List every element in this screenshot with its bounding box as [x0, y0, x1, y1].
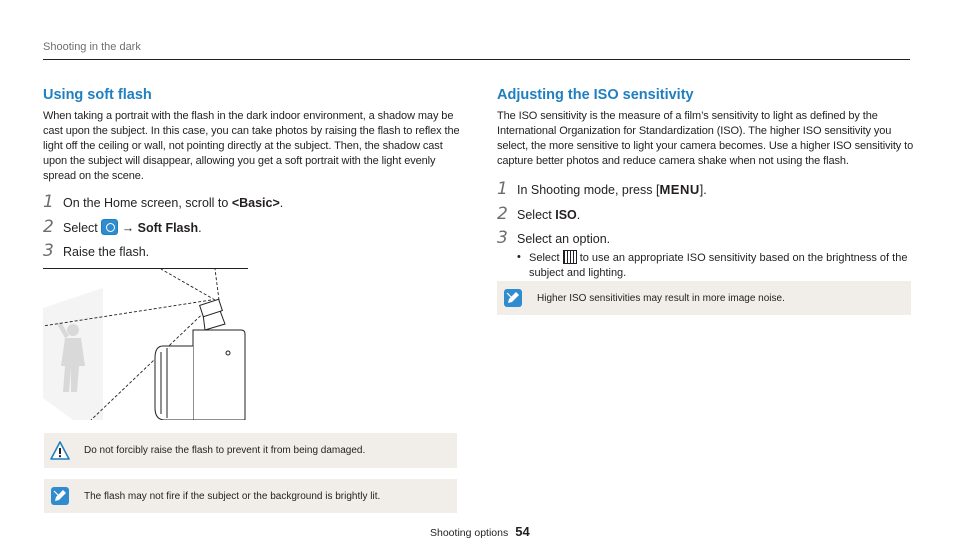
step-number: 2 — [43, 216, 54, 237]
header-rule — [43, 59, 910, 60]
camera-icon — [155, 299, 245, 420]
step-3: 3 Raise the flash. — [43, 241, 150, 261]
step-number: 1 — [43, 192, 54, 212]
step-number: 3 — [497, 228, 508, 248]
running-header: Shooting in the dark — [43, 41, 141, 53]
footer-label: Shooting options — [430, 527, 509, 539]
camera-bounce-flash-illustration — [43, 268, 248, 420]
iso-auto-icon — [563, 250, 577, 264]
page-number: 54 — [515, 524, 530, 539]
note-box-left — [44, 479, 457, 513]
note-pencil-icon — [50, 486, 70, 506]
step-3: 3 Select an option. — [497, 228, 611, 248]
step-number: 1 — [497, 179, 508, 199]
iso-steps — [497, 179, 915, 281]
iso-title: Adjusting the ISO sensitivity — [497, 87, 694, 103]
left-column — [43, 86, 461, 266]
page-footer — [430, 524, 530, 539]
warning-box — [44, 433, 457, 468]
menu-button-label: MENU — [659, 182, 700, 197]
soft-flash-illustration — [43, 268, 248, 420]
step-1: 1 On the Home screen, scroll to <Basic>. — [43, 192, 284, 212]
iso-intro: The ISO sensitivity is the measure of a film’s sensitivity to light as defined by the International Organization for Standardization (ISO). The higher ISO sensitivity you select, the more sensitive to light your camera becomes. Use a higher ISO sensitivity to capture better photos and reduce camera shake when not using the flash. — [497, 110, 914, 167]
basic-menu-label: <Basic> — [231, 196, 280, 210]
note-text: The flash may not fire if the subject or the background is brightly lit. — [84, 490, 381, 502]
soft-flash-intro: When taking a portrait with the flash in the dark indoor environment, a shadow may be cast upon the subject. In this case, you can take photos by raising the flash to reflex the light off the ceiling or wall, not pointing directly at the subject. Then, the shadow cast upon the subject will disappear, allowing you get a soft portrait with the light evenly spread on the scene. — [43, 110, 460, 182]
iso-bullet: • Select to use an appropriate ISO sensitivity based on the brightness of the subject and lighting. — [517, 250, 908, 279]
soft-flash-title: Using soft flash — [43, 87, 152, 103]
scene-mode-icon — [101, 219, 118, 235]
step-1: 1 In Shooting mode, press [MENU]. — [497, 179, 707, 199]
note-pencil-icon — [503, 288, 523, 308]
step-2: 2 Select ISO. — [497, 203, 581, 224]
soft-flash-steps — [43, 192, 461, 266]
soft-flash-label: Soft Flash — [137, 220, 199, 235]
note-text: Higher ISO sensitivities may result in more image noise. — [537, 292, 785, 304]
iso-option-label: ISO — [555, 207, 577, 222]
warning-icon — [50, 441, 70, 461]
note-box-right — [497, 281, 911, 315]
step-number: 2 — [497, 203, 508, 224]
warning-text: Do not forcibly raise the flash to prevent it from being damaged. — [84, 445, 366, 456]
right-column — [497, 86, 915, 281]
step-number: 3 — [43, 241, 54, 261]
step-2: 2 Select → Soft Flash. — [43, 216, 202, 237]
